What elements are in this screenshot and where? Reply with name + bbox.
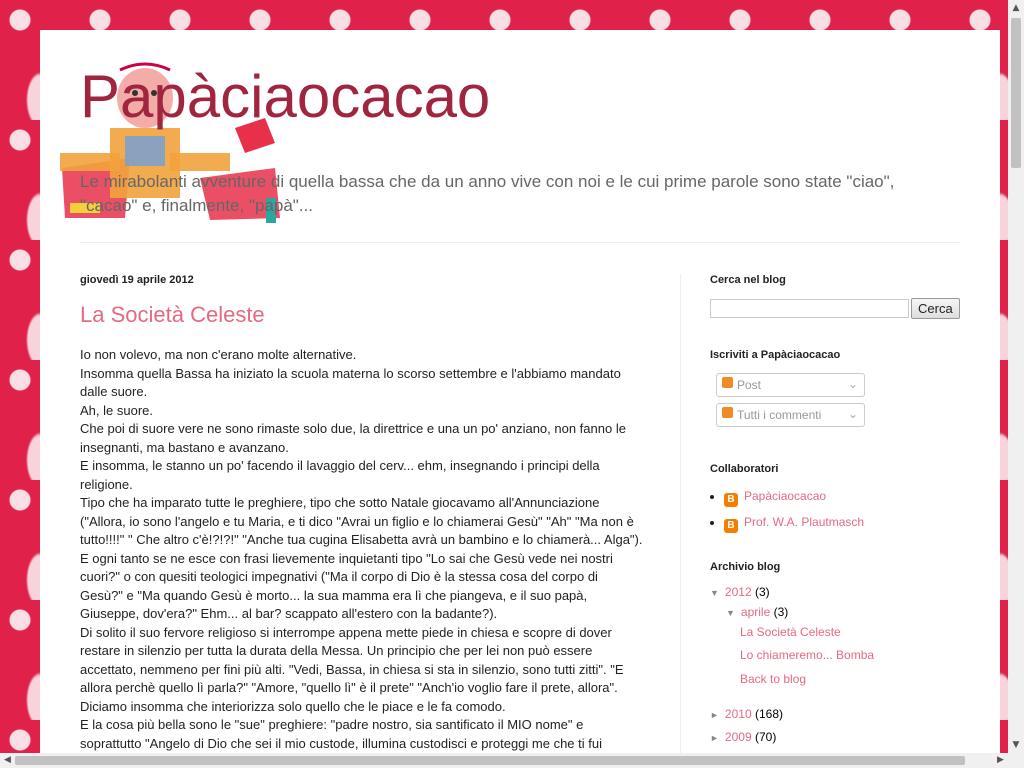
post-paragraph: Diciamo insomma che interiorizza solo quello che le piace e le fa comodo. bbox=[80, 698, 506, 714]
post-paragraph: E la cosa più bella sono le "sue" preghiere: "padre nostro, sia santificato il MIO nome" e soprattutto "Angelo di Dio che sei il mio custode, illumina custodisci e proteggi me che ti fui bbox=[80, 717, 602, 751]
post-title[interactable]: La Società Celeste bbox=[80, 302, 265, 327]
vertical-scroll-thumb[interactable] bbox=[1011, 18, 1021, 168]
scroll-up-arrow-icon[interactable]: ▲ bbox=[1012, 3, 1020, 13]
blog-description: Le mirabolanti avventure di quella bassa che da un anno vive con noi e le cui prime parole sono state "ciao", "cacao" e, finalmente, "papà"... bbox=[80, 172, 895, 215]
scroll-right-arrow-icon[interactable]: ▶ bbox=[997, 755, 1004, 765]
vertical-scrollbar[interactable] bbox=[1008, 0, 1024, 753]
archive-post-item bbox=[740, 625, 841, 639]
post-paragraph: Di solito il suo fervore religioso si interrompe appena mette piede in chiesa e scopre di dover restare in silenzio per tutta la durata della Messa. Un principio che per lei non può essere accettato, nemmeno per fini più alti. "Vedi, Bassa, in chiesa si sta in silenzio, sono tutti zitti". "E allora perchè quello lì parla?" "Amore, "quello lì" è il prete" "Anch'io voglio fare il prete, allora". bbox=[80, 624, 624, 695]
subscribe-posts-label: Post bbox=[737, 378, 762, 392]
search-form bbox=[710, 298, 962, 319]
archive-post-link[interactable]: La Società Celeste bbox=[740, 625, 841, 639]
search-input[interactable] bbox=[710, 299, 909, 318]
post-paragraph: Insomma quella Bassa ha iniziato la scuola materna lo scorso settembre e l'abbiamo mandato dalle suore. bbox=[80, 365, 621, 399]
subscribe-comments-label: Tutti i commenti bbox=[737, 408, 822, 422]
archive-year-link[interactable]: 2012 bbox=[724, 585, 752, 599]
contributors-list bbox=[710, 489, 962, 531]
archive-year-2009 bbox=[710, 730, 776, 744]
scroll-left-arrow-icon[interactable]: ◀ bbox=[4, 755, 11, 765]
archive-list bbox=[710, 585, 962, 753]
archive-post-link[interactable]: Back to blog bbox=[740, 672, 807, 686]
archive-widget-title: Archivio blog bbox=[710, 561, 781, 573]
horizontal-scroll-thumb[interactable] bbox=[15, 756, 965, 765]
archive-count: (70) bbox=[754, 730, 777, 744]
header-divider bbox=[80, 242, 960, 243]
rss-feed-icon bbox=[722, 407, 733, 418]
triangle-right-icon[interactable]: ► bbox=[710, 710, 719, 720]
post-paragraph: Io non volevo, ma non c'erano molte alternative. bbox=[80, 347, 357, 362]
triangle-down-icon[interactable]: ▼ bbox=[726, 608, 735, 618]
archive-year-2012 bbox=[710, 585, 770, 599]
post-date: giovedì 19 aprile 2012 bbox=[80, 274, 194, 286]
horizontal-scrollbar[interactable] bbox=[0, 753, 1008, 768]
post-paragraph: Che poi di suore vere ne sono rimaste solo due, la direttrice e una un po' anziano, non fanno le insegnanti, ma bastano e avanzano. bbox=[80, 421, 626, 455]
rss-feed-icon bbox=[722, 377, 733, 388]
archive-count: (168) bbox=[754, 707, 783, 721]
contributors-widget-title: Collaboratori bbox=[710, 463, 779, 475]
main-column bbox=[80, 274, 650, 753]
scroll-down-arrow-icon[interactable]: ▼ bbox=[1012, 740, 1020, 750]
search-widget-title: Cerca nel blog bbox=[710, 274, 786, 286]
archive-post-link[interactable]: Lo chiameremo... Bomba bbox=[740, 648, 875, 662]
archive-year-2010 bbox=[710, 707, 783, 721]
subscribe-posts-dropdown[interactable] bbox=[716, 373, 865, 397]
chevron-down-icon: ⌄ bbox=[847, 407, 858, 421]
post-body bbox=[80, 346, 644, 753]
post-paragraph: Tipo che ha imparato tutte le preghiere, tipo che sotto Natale giocavamo all'Annunciazione ("Allora, io sono l'angelo e tu Maria, e ti dico "Avrai un figlio e lo chiamerai Gesù" "Ah" "Ma non è tutto!!!!" " Che altro c'è!?!?!" "Anche tua cugina Elisabetta avrà un bambino e lo chiamerà... Alga"). E ogni tanto se ne esce con frasi lievemente inquietanti tipo "Lo sai che Gesù vede nei nostri cuori?" o con quesiti teologici impegnativi ("Ma il corpo di Dio è la stessa cosa del corpo di Gesù?" e "Ma quando Gesù è morto... la sua mamma era lì che piangeva, e il suo papà, Giuseppe, dov'era?" Ehm... al bar? scappato all'estero con la badante?). bbox=[80, 495, 643, 621]
archive-year-link[interactable]: 2010 bbox=[724, 707, 752, 721]
contributor-link[interactable]: Papàciaocacao bbox=[744, 489, 827, 503]
search-button[interactable]: Cerca bbox=[911, 298, 960, 319]
blog-title[interactable]: Papàciaocacao bbox=[80, 63, 491, 130]
archive-count: (3) bbox=[773, 605, 789, 619]
triangle-down-icon[interactable]: ▼ bbox=[710, 588, 719, 598]
archive-post-item bbox=[740, 648, 874, 662]
post-paragraph: Ah, le suore. bbox=[80, 402, 153, 418]
archive-month-link[interactable]: aprile bbox=[740, 605, 771, 619]
archive-year-link[interactable]: 2009 bbox=[724, 730, 752, 744]
blogger-profile-icon: B bbox=[724, 519, 738, 533]
blog-container bbox=[40, 30, 1000, 753]
scrollbar-corner bbox=[1008, 753, 1024, 768]
blogger-profile-icon: B bbox=[724, 493, 738, 507]
contributor-item bbox=[724, 515, 962, 531]
archive-post-item bbox=[740, 672, 806, 686]
contributor-link[interactable]: Prof. W.A. Plautmasch bbox=[744, 515, 865, 529]
archive-count: (3) bbox=[754, 585, 770, 599]
chevron-down-icon: ⌄ bbox=[847, 377, 858, 391]
archive-month-april bbox=[726, 605, 788, 619]
sidebar bbox=[710, 274, 962, 753]
column-divider bbox=[680, 274, 681, 753]
contributor-item bbox=[724, 489, 962, 505]
subscribe-widget-title: Iscriviti a Papàciaocacao bbox=[710, 349, 841, 361]
triangle-right-icon[interactable]: ► bbox=[710, 733, 719, 743]
post-paragraph: E insomma, le stanno un po' facendo il lavaggio del cerv... ehm, insegnando i principi della religione. bbox=[80, 458, 600, 492]
subscribe-comments-dropdown[interactable] bbox=[716, 403, 865, 427]
